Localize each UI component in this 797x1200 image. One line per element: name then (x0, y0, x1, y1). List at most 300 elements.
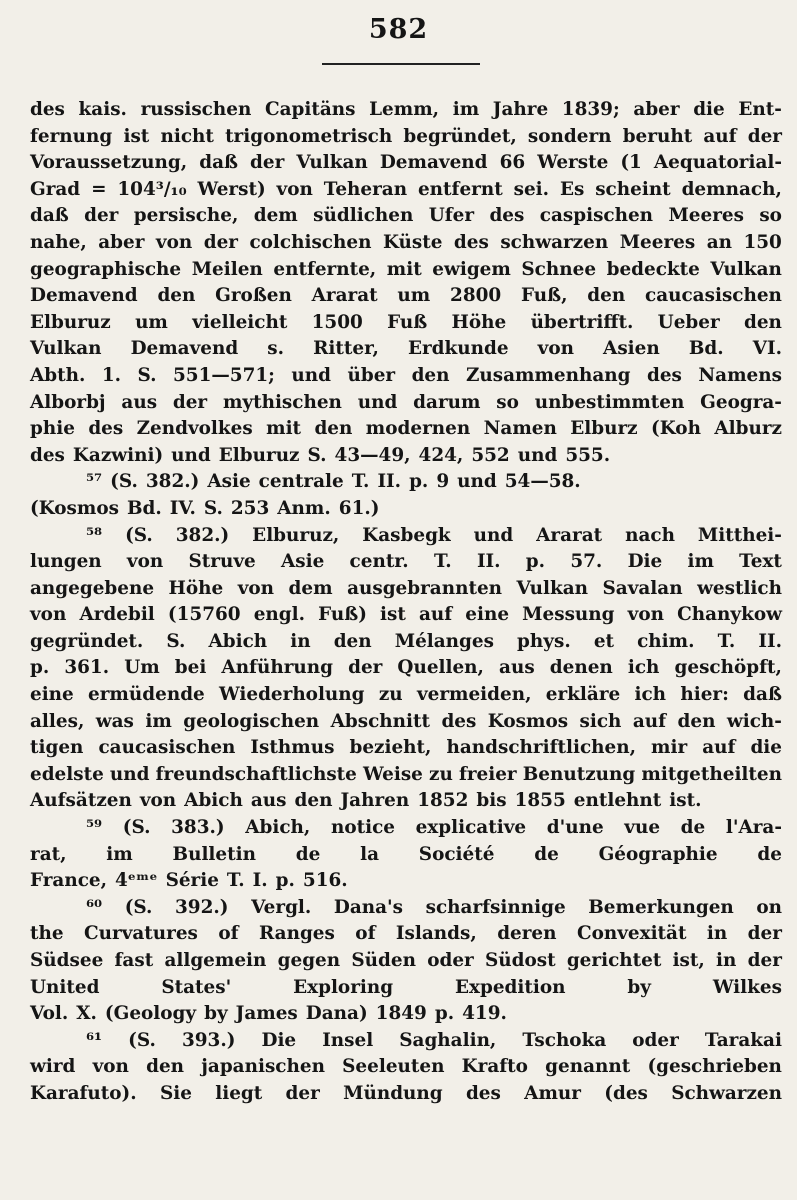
word: von (537, 338, 574, 360)
word: wich- (726, 710, 782, 732)
word: 4ᵉᵐᵉ (115, 870, 158, 892)
word: daß (199, 152, 238, 174)
word: Benutzung (522, 763, 636, 785)
word: entlehnt (573, 790, 662, 812)
word: persische, (133, 205, 239, 227)
word: Lemm, (369, 99, 440, 120)
word: Bd. (688, 338, 724, 360)
word: Fuß, (521, 285, 568, 307)
word: de (680, 817, 706, 839)
word: Ueber (657, 311, 720, 333)
word: Alburz (714, 418, 782, 440)
word: d'une (546, 817, 604, 839)
word: ist (123, 125, 150, 147)
word: eine (465, 604, 510, 626)
word: Abschnitt (330, 710, 430, 732)
word: Bemerkungen (588, 896, 734, 918)
word: trigonometrisch (225, 125, 393, 147)
word: eine (30, 684, 74, 706)
word: geschöpft, (674, 657, 782, 679)
text-line (30, 1081, 782, 1108)
word: bei (174, 657, 207, 679)
word: gerichtet (566, 950, 662, 971)
word: 57. (570, 551, 603, 573)
word: entfernte, (273, 258, 377, 280)
word: Géographie (598, 843, 718, 865)
word: unbestimmten (534, 391, 685, 413)
word: Vergl. (251, 896, 312, 918)
text-line (30, 230, 782, 257)
word: der (348, 657, 383, 679)
word: centrale (258, 471, 344, 493)
word: oder (632, 1029, 679, 1051)
word: Mitthei- (697, 524, 782, 546)
word: Namen (483, 418, 557, 440)
word: aber (633, 99, 680, 120)
word: Messung (522, 604, 615, 626)
word: des (489, 205, 525, 227)
word: S. (307, 444, 327, 466)
word: dem (288, 577, 333, 599)
word: was (95, 710, 134, 732)
word: Jahren (340, 790, 410, 812)
word: Demavend (30, 285, 138, 307)
word: Elburuz (30, 311, 111, 333)
word: caucasischen (98, 737, 236, 759)
word: Meilen (191, 258, 263, 280)
word: 54—58. (504, 471, 581, 493)
text-line (30, 629, 782, 656)
word: der (84, 205, 119, 227)
word: Vulkan (30, 338, 102, 360)
text-line (30, 1054, 782, 1081)
word: der (747, 125, 782, 147)
word: nahe, (30, 231, 87, 253)
word: Höhe (451, 311, 507, 333)
word: S. (203, 497, 223, 519)
word: Asien (603, 338, 660, 360)
word: westlich (697, 577, 782, 599)
word: der (250, 152, 285, 174)
word: auf (702, 737, 736, 759)
word: T. (226, 870, 245, 892)
word: vue (624, 817, 661, 839)
word: Küste (382, 231, 443, 253)
text-line (30, 842, 782, 869)
word: Vol. (30, 1003, 69, 1025)
text-line (30, 1001, 782, 1028)
word: Convexität (576, 923, 687, 945)
word: p. (525, 551, 546, 573)
text-line (30, 97, 782, 124)
word: den (411, 364, 450, 386)
word: Ufer (428, 205, 475, 227)
text-line (30, 283, 782, 310)
word: Schnee (521, 258, 597, 280)
word: Curvatures (84, 923, 198, 945)
word: Um (124, 657, 160, 679)
text-line (30, 815, 782, 842)
word: II. (476, 551, 501, 573)
word: daß (30, 205, 69, 227)
word: 43—49, (334, 444, 411, 466)
word: nach (625, 524, 675, 546)
text-line (30, 150, 782, 177)
word: Struve (188, 551, 256, 573)
word: (Geology (104, 1003, 197, 1025)
word: von (155, 231, 193, 253)
word: I. (252, 870, 268, 892)
text-line (30, 576, 782, 603)
word: über (347, 364, 396, 386)
word: Es (559, 178, 585, 200)
word: sich (579, 710, 622, 732)
word: entfernt (417, 178, 503, 200)
word: T. (433, 551, 452, 573)
text-line (30, 310, 782, 337)
text-line (30, 549, 782, 576)
word: 104³/₁₀ (117, 178, 187, 200)
word: des (30, 444, 65, 466)
word: Voraussetzung, (30, 152, 188, 174)
word: Savalan (602, 577, 683, 599)
word: darum (413, 391, 481, 413)
word: Werste (537, 152, 609, 174)
page-number: 582 (368, 14, 429, 45)
word: von (139, 790, 177, 812)
word: allgemein (164, 950, 267, 971)
word: S. (137, 364, 157, 386)
text-line (30, 469, 782, 496)
word: ist. (669, 790, 702, 812)
word: Seeleuten (342, 1056, 445, 1078)
word: Teheran (323, 178, 408, 200)
word: Fuß) (318, 604, 367, 626)
word: Südsee (30, 950, 104, 971)
word: s. (267, 338, 285, 360)
word: de (534, 843, 559, 865)
word: Vulkan (516, 577, 589, 599)
word: und (517, 444, 558, 466)
word: auf (703, 125, 737, 147)
word: auf (632, 710, 667, 732)
word: 419. (462, 1003, 507, 1025)
word: ewigem (432, 258, 511, 280)
word: aber (98, 231, 145, 253)
word: zu (378, 684, 403, 706)
word: erkläre (545, 684, 621, 706)
word: Höhe (168, 577, 224, 599)
word: la (360, 843, 380, 865)
word: im (106, 843, 133, 865)
word: denen (549, 657, 613, 679)
word: mythischen (222, 391, 342, 413)
word: Dana's (333, 896, 404, 918)
word: mit (266, 418, 302, 440)
word: des (465, 1082, 501, 1104)
word: in (716, 950, 737, 971)
word: caucasischen (645, 285, 782, 307)
word: by (627, 976, 651, 998)
word: 555. (565, 444, 611, 466)
word: ⁵⁷ (86, 471, 103, 493)
word: 253 (230, 497, 270, 519)
word: on (756, 896, 782, 918)
word: notice (330, 817, 395, 839)
word: = (91, 178, 107, 200)
word: freundschaftlichste (155, 763, 357, 785)
word: 1852 (417, 790, 469, 812)
word: Chanykow (677, 604, 782, 626)
text-line (30, 735, 782, 762)
word: explicative (415, 817, 527, 839)
word: Capitäns (264, 99, 356, 120)
word: so (759, 205, 782, 227)
word: des (646, 364, 682, 386)
word: Wiederholung (219, 684, 365, 706)
word: Jahre (492, 99, 549, 120)
text-line (30, 257, 782, 284)
word: Kazwini) (72, 444, 164, 466)
word: centr. (349, 551, 409, 573)
word: tigen (30, 737, 84, 759)
word: Abich (184, 790, 243, 812)
word: gegen (277, 950, 341, 971)
word: daß (743, 684, 782, 706)
word: engl. (253, 604, 306, 626)
word: ⁵⁸ (86, 524, 103, 546)
word: edelste (30, 763, 104, 785)
word: 382.) (175, 524, 230, 546)
word: Elburuz (218, 444, 300, 466)
word: of (218, 923, 239, 945)
word: ich (634, 684, 667, 706)
word: Exploring (293, 976, 394, 998)
word: Schwarzen (671, 1082, 782, 1104)
word: Namens (698, 364, 782, 386)
word: mitgetheilten (641, 763, 782, 785)
word: Abth. (30, 364, 86, 386)
word: ermüdende (88, 684, 205, 706)
word: oder (427, 950, 474, 971)
word: VI. (752, 338, 782, 360)
word: fast (114, 950, 154, 971)
word: aus (499, 657, 535, 679)
word: russischen (140, 99, 252, 120)
word: schwarzen (500, 231, 609, 253)
word: genannt (545, 1056, 631, 1078)
word: sei. (513, 178, 550, 200)
text-line (30, 177, 782, 204)
word: (1 (620, 152, 642, 174)
word: Die (261, 1029, 297, 1051)
word: 361. (64, 657, 110, 679)
word: p. (434, 1003, 455, 1025)
text-line (30, 788, 782, 815)
word: (S. (125, 524, 153, 546)
word: Elburuz, (252, 524, 340, 546)
word: Dana) (305, 1003, 368, 1025)
word: und (457, 471, 497, 493)
word: nicht (160, 125, 214, 147)
word: Süden (351, 950, 416, 971)
word: vielleicht (192, 311, 288, 333)
word: des (453, 231, 489, 253)
word: Ararat (536, 524, 603, 546)
word: ist, (672, 950, 705, 971)
word: ist (380, 604, 406, 626)
word: Grad (30, 178, 81, 200)
word: 552 (471, 444, 510, 466)
word: der (285, 1082, 320, 1104)
word: Werst) (197, 178, 266, 200)
text-line (30, 709, 782, 736)
word: Demavend (379, 152, 488, 174)
word: der (203, 231, 238, 253)
word: Saghalin, (399, 1029, 497, 1051)
word: Erdkunde (407, 338, 509, 360)
word: den (333, 630, 372, 652)
text-line (30, 203, 782, 230)
word: ⁶⁰ (86, 896, 103, 918)
word: colchischen (249, 231, 372, 253)
word: Meeres (619, 231, 696, 253)
word: fernung (30, 125, 113, 147)
word: by (204, 1003, 228, 1025)
word: zu (429, 763, 453, 785)
word: den (587, 285, 626, 307)
word: 516. (302, 870, 348, 892)
word: um (135, 311, 168, 333)
word: der (747, 950, 782, 971)
word: der (172, 391, 208, 413)
word: 393.) (181, 1029, 236, 1051)
word: Mündung (343, 1082, 443, 1104)
word: Série (165, 870, 219, 892)
word: Text (739, 551, 782, 573)
word: demnach, (681, 178, 782, 200)
footnotes-body (30, 97, 782, 1108)
word: Fuß (387, 311, 428, 333)
word: Ararat (311, 285, 378, 307)
word: Vulkan (296, 152, 368, 174)
text-line (30, 655, 782, 682)
word: Bulletin (172, 843, 256, 865)
text-line (30, 523, 782, 550)
word: wird (30, 1056, 76, 1078)
word: Alborbj (30, 391, 106, 413)
word: den (157, 285, 196, 307)
word: den (294, 790, 333, 812)
word: Kasbegk (362, 524, 451, 546)
text-line (30, 868, 782, 895)
word: Abich (208, 630, 268, 652)
word: the (30, 923, 64, 945)
word: und (473, 524, 514, 546)
word: geologischen (183, 710, 320, 732)
word: südlichen (313, 205, 414, 227)
word: Sie (159, 1082, 192, 1104)
word: Bd. (126, 497, 162, 519)
word: 392.) (175, 896, 229, 918)
word: James (235, 1003, 298, 1025)
word: dem (253, 205, 298, 227)
word: von (276, 178, 313, 200)
word: beruht (622, 125, 693, 147)
word: kais. (78, 99, 127, 120)
word: II. (377, 471, 402, 493)
word: S. (166, 630, 186, 652)
word: Aufsätzen (30, 790, 132, 812)
word: aus (250, 790, 287, 812)
text-line (30, 921, 782, 948)
word: im (687, 551, 714, 573)
word: von (627, 604, 664, 626)
word: von (30, 604, 67, 626)
word: und (109, 763, 150, 785)
word: Südost (484, 950, 556, 971)
word: phie (30, 418, 75, 440)
word: ⁶¹ (86, 1029, 103, 1051)
word: Krafto (461, 1056, 528, 1078)
word: p. (30, 657, 50, 679)
word: Société (418, 843, 495, 865)
word: de (295, 843, 321, 865)
word: (S. (124, 896, 153, 918)
word: rat, (30, 843, 67, 865)
word: der (747, 923, 782, 945)
word: alles, (30, 710, 85, 732)
word: Mélanges (394, 630, 494, 652)
word: p. (409, 471, 429, 493)
word: Aequatorial- (653, 152, 782, 174)
word: Anführung (221, 657, 334, 679)
word: United (30, 976, 100, 998)
word: an (706, 231, 732, 253)
word: Amur (524, 1082, 581, 1104)
word: japanischen (201, 1056, 325, 1078)
word: phys. (517, 630, 571, 652)
word: geographische (30, 258, 182, 280)
word: von (237, 577, 275, 599)
word: begründet, (403, 125, 517, 147)
word: of (355, 923, 376, 945)
word: p. (275, 870, 295, 892)
word: 2800 (450, 285, 502, 307)
word: 551—571; (173, 364, 275, 386)
word: Ardebil (79, 604, 155, 626)
word: 382.) (145, 471, 200, 493)
word: Karafuto). (30, 1082, 137, 1104)
word: bedeckte (606, 258, 700, 280)
word: ⁵⁹ (86, 817, 103, 839)
word: und (171, 444, 211, 466)
word: auf (418, 604, 453, 626)
word: um (397, 285, 431, 307)
word: so (496, 391, 519, 413)
word: (Kosmos (30, 497, 119, 519)
word: 424, (418, 444, 464, 466)
word: von (92, 1056, 129, 1078)
word: 383.) (171, 817, 225, 839)
word: die (693, 99, 725, 120)
word: 1500 (311, 311, 363, 333)
word: Asie (207, 471, 251, 493)
word: des (88, 418, 124, 440)
word: (S. (128, 1029, 156, 1051)
word: von (126, 551, 164, 573)
word: Anm. (277, 497, 331, 519)
